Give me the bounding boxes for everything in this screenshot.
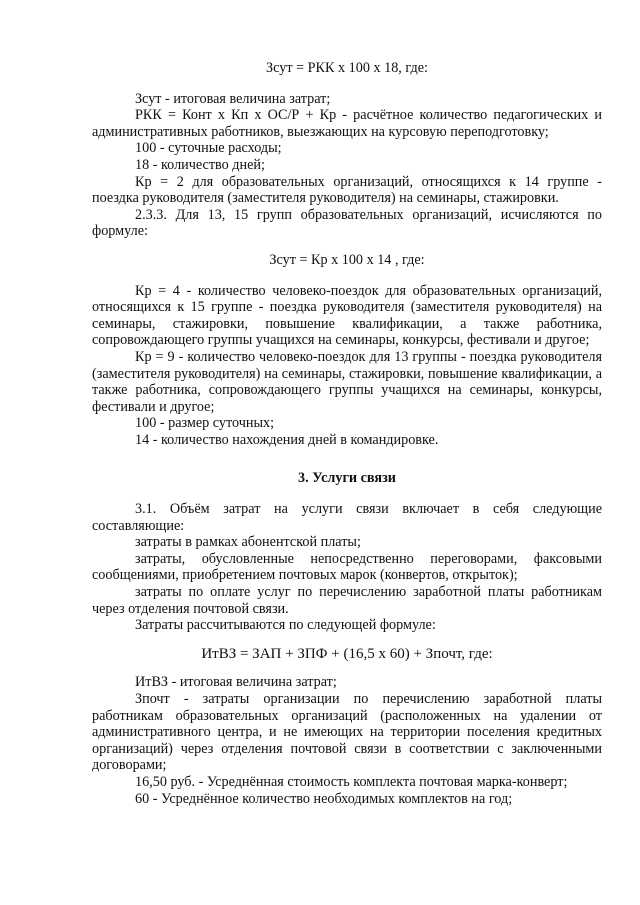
definition-100: 100 - суточные расходы; <box>135 140 282 157</box>
formula-zsut-kr: Зсут = Кр х 100 х 14 , где: <box>269 251 425 268</box>
definition-16-50: 16,50 руб. - Усреднённая стоимость комплекта почтовая марка-конверт; <box>135 773 568 790</box>
definition-kr-2: Кр = 2 для образовательных организаций, относящихся к 14 группе - поездка руководителя (заместителя руководителя) на семинары, стажировки. <box>92 173 602 207</box>
definition-18: 18 - количество дней; <box>135 156 265 173</box>
definition-100-daily: 100 - размер суточных; <box>135 415 275 432</box>
item-salary-transfer: затраты по оплате услуг по перечислению заработной платы работникам через отделения почтовой связи. <box>92 584 602 617</box>
formula-itvz: ИтВЗ = ЗАП + ЗПФ + (16,5 х 60) + Зпочт, где: <box>201 645 493 662</box>
definition-zpocht: Зпочт - затраты организации по перечислению заработной платы работникам образовательных организаций (расположенных на удалении от административного центра, и не имеющих на территории поселения кредитных организаций) через отделения почтовой связи в соответствии с заключенными договорами; <box>92 691 602 774</box>
definition-zsut: Зсут - итоговая величина затрат; <box>135 90 331 107</box>
formula-zsut-rkk: Зсут = РКК х 100 х 18, где: <box>266 60 428 76</box>
item-negotiations: затраты, обусловленные непосредственно переговорами, факсовыми сообщениями, приобретением почтовых марок (конвертов, открыток); <box>92 550 602 584</box>
definition-itvz: ИтВЗ - итоговая величина затрат; <box>135 674 337 691</box>
section-heading-communication: 3. Услуги связи <box>298 470 396 487</box>
item-subscription: затраты в рамках абонентской платы; <box>135 534 361 551</box>
formula-intro: Затраты рассчитываются по следующей формуле: <box>135 617 436 634</box>
definition-60: 60 - Усреднённое количество необходимых комплектов на год; <box>135 790 513 807</box>
definition-kr-9: Кр = 9 - количество человеко-поездок для 13 группы - поездка руководителя (заместителя руководителя) на семинары, стажировки, повышение квалификации, а также работника, сопровождающего группы учащихся на семинары, конкурсы, фестивали и другое; <box>92 348 602 415</box>
document-page <box>92 48 602 807</box>
paragraph-2-3-3: 2.3.3. Для 13, 15 групп образовательных организаций, исчисляются по формуле: <box>92 206 602 240</box>
definition-kr-4: Кр = 4 - количество человеко-поездок для образовательных организаций, относящихся к 15 группе - поездка руководителя (заместителя руководителя) на семинары, стажировки, повышение квалификации, а также работника, сопровождающего группы учащихся на семинары, конкурсы, фестивали и другое; <box>92 282 602 349</box>
definition-rkk: РКК = Конт х Кп х ОС/Р + Кр - расчётное количество педагогических и административных работников, выезжающих на курсовую переподготовку; <box>92 107 602 140</box>
definition-14-days: 14 - количество нахождения дней в командировке. <box>135 431 439 448</box>
paragraph-3-1: 3.1. Объём затрат на услуги связи включает в себя следующие составляющие: <box>92 501 602 534</box>
